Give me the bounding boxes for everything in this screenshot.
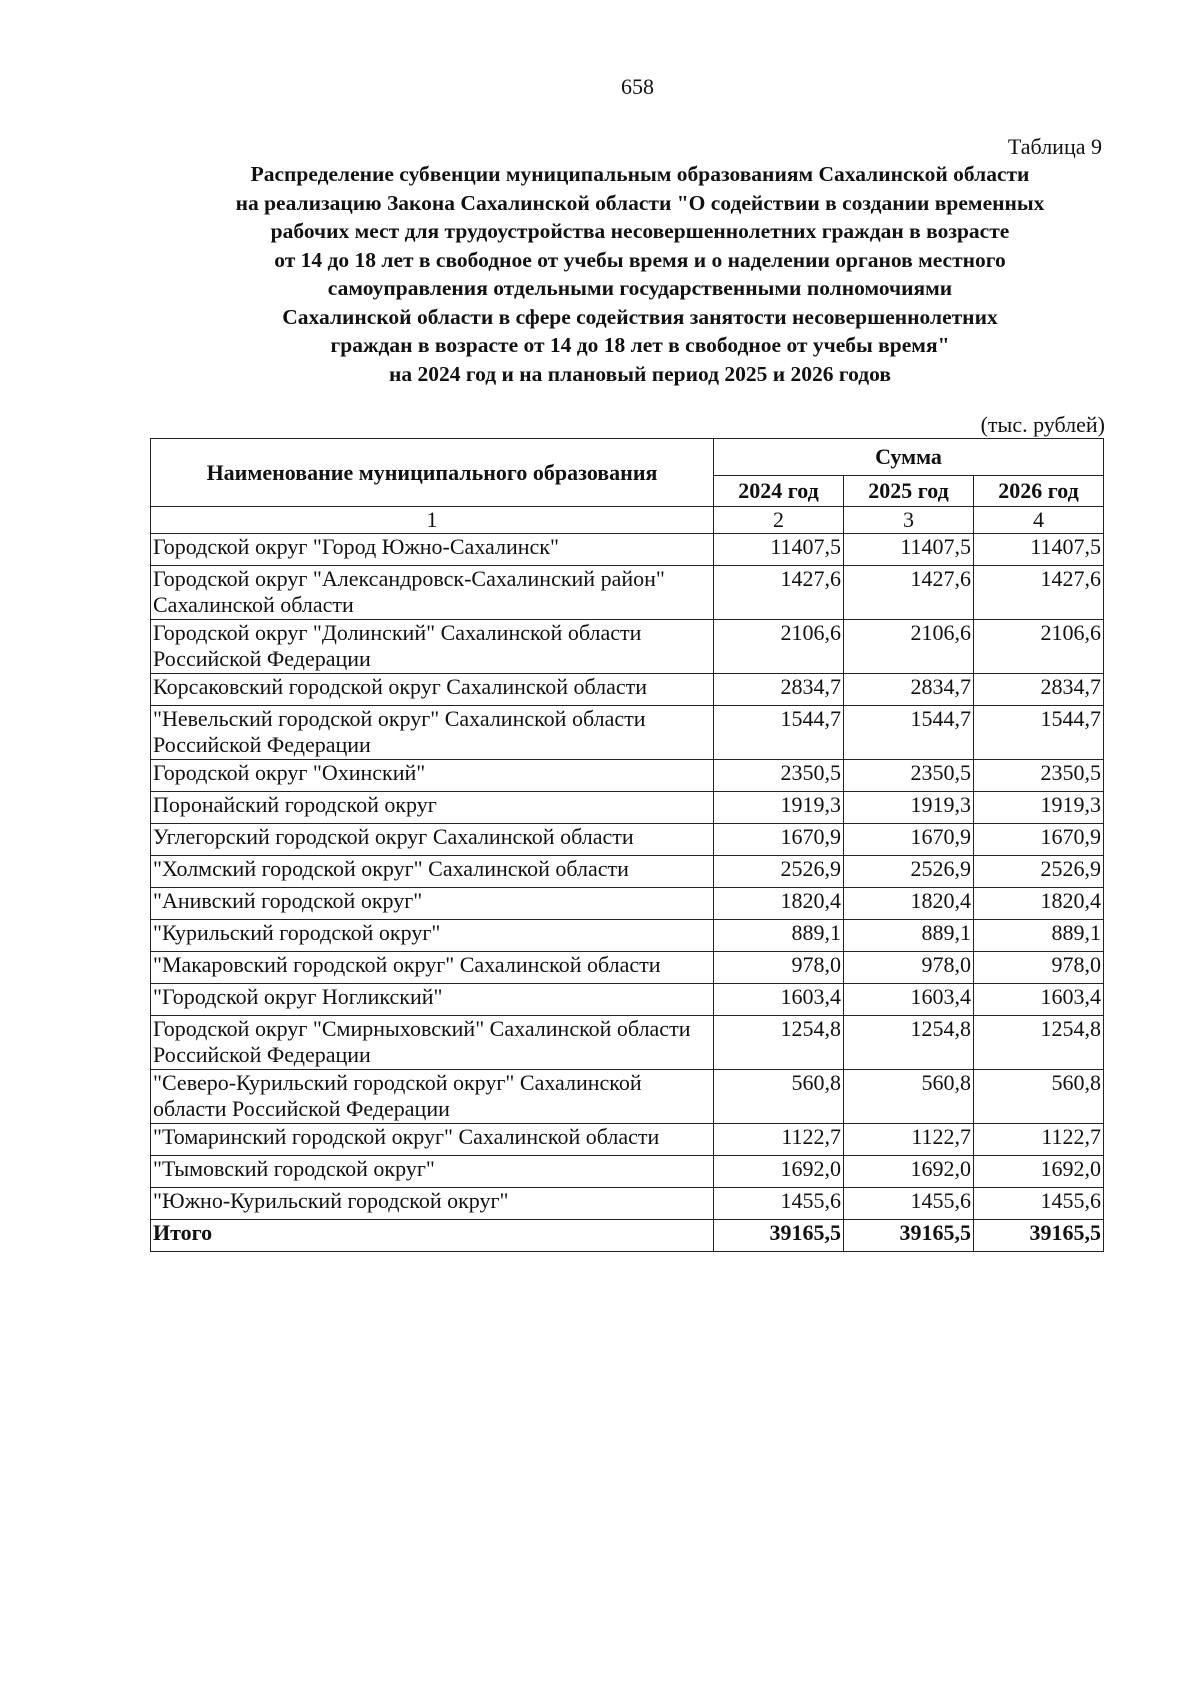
amount-2024: 1122,7 xyxy=(714,1124,844,1156)
header-year-2024: 2024 год xyxy=(714,476,844,507)
amount-2025: 1544,7 xyxy=(844,706,974,760)
municipality-name: Поронайский городской округ xyxy=(151,792,714,824)
amount-2024: 1603,4 xyxy=(714,984,844,1016)
amount-2025: 1919,3 xyxy=(844,792,974,824)
amount-2026: 1427,6 xyxy=(974,566,1104,620)
table-row xyxy=(151,856,1104,888)
municipality-name: "Курильский городской округ" xyxy=(151,920,714,952)
amount-2025: 1692,0 xyxy=(844,1156,974,1188)
amount-2025: 978,0 xyxy=(844,952,974,984)
units-label: (тыс. рублей) xyxy=(980,412,1105,437)
column-number: 4 xyxy=(974,507,1104,534)
amount-2026: 1544,7 xyxy=(974,706,1104,760)
municipality-name: Городской округ "Александровск-Сахалинский район" Сахалинской области xyxy=(151,566,714,620)
title-line: на реализацию Закона Сахалинской области "О содействии в создании временных xyxy=(235,190,1045,215)
total-2026: 39165,5 xyxy=(974,1220,1104,1252)
amount-2024: 2350,5 xyxy=(714,760,844,792)
amount-2025: 1254,8 xyxy=(844,1016,974,1070)
amount-2025: 2526,9 xyxy=(844,856,974,888)
municipality-name: "Южно-Курильский городской округ" xyxy=(151,1188,714,1220)
municipality-name: Городской округ "Смирныховский" Сахалинской области Российской Федерации xyxy=(151,1016,714,1070)
amount-2024: 978,0 xyxy=(714,952,844,984)
table-row xyxy=(151,952,1104,984)
table-body xyxy=(151,534,1104,1252)
title-line: от 14 до 18 лет в свободное от учебы время и о наделении органов местного xyxy=(274,247,1006,272)
header-year-2026: 2026 год xyxy=(974,476,1104,507)
title-line: Сахалинской области в сфере содействия занятости несовершеннолетних xyxy=(282,304,998,329)
amount-2024: 1427,6 xyxy=(714,566,844,620)
municipality-name: "Макаровский городской округ" Сахалинской области xyxy=(151,952,714,984)
table-row xyxy=(151,824,1104,856)
amount-2024: 1544,7 xyxy=(714,706,844,760)
table-row xyxy=(151,1016,1104,1070)
amount-2024: 11407,5 xyxy=(714,534,844,566)
amount-2024: 1919,3 xyxy=(714,792,844,824)
amount-2026: 1254,8 xyxy=(974,1016,1104,1070)
amount-2024: 2834,7 xyxy=(714,674,844,706)
amount-2025: 1820,4 xyxy=(844,888,974,920)
title-line: самоуправления отдельными государственными полномочиями xyxy=(327,276,953,300)
table-row xyxy=(151,1156,1104,1188)
amount-2025: 1427,6 xyxy=(844,566,974,620)
title-line: на 2024 год и на плановый период 2025 и 2026 годов xyxy=(389,361,891,386)
amount-2025: 1670,9 xyxy=(844,824,974,856)
header-year-2025: 2025 год xyxy=(844,476,974,507)
amount-2026: 1603,4 xyxy=(974,984,1104,1016)
table-row xyxy=(151,1188,1104,1220)
column-number: 2 xyxy=(714,507,844,534)
header-sum: Сумма xyxy=(714,439,1104,476)
amount-2026: 2106,6 xyxy=(974,620,1104,674)
amount-2026: 11407,5 xyxy=(974,534,1104,566)
column-number: 1 xyxy=(151,507,714,534)
amount-2024: 2106,6 xyxy=(714,620,844,674)
table-row xyxy=(151,534,1104,566)
municipality-name: "Томаринский городской округ" Сахалинской области xyxy=(151,1124,714,1156)
amount-2026: 1670,9 xyxy=(974,824,1104,856)
table-label: Таблица 9 xyxy=(1007,134,1102,159)
table-row xyxy=(151,620,1104,674)
total-2024: 39165,5 xyxy=(714,1220,844,1252)
municipality-name: Городской округ "Охинский" xyxy=(151,760,714,792)
total-row xyxy=(151,1220,1104,1252)
column-number: 3 xyxy=(844,507,974,534)
municipality-name: Углегорский городской округ Сахалинской области xyxy=(151,824,714,856)
municipality-name: "Анивский городской округ" xyxy=(151,888,714,920)
municipality-name: "Тымовский городской округ" xyxy=(151,1156,714,1188)
table-row xyxy=(151,1070,1104,1124)
total-2025: 39165,5 xyxy=(844,1220,974,1252)
amount-2024: 889,1 xyxy=(714,920,844,952)
municipality-name: "Городской округ Ногликский" xyxy=(151,984,714,1016)
table-row xyxy=(151,566,1104,620)
amount-2025: 1455,6 xyxy=(844,1188,974,1220)
amount-2026: 560,8 xyxy=(974,1070,1104,1124)
table-row xyxy=(151,674,1104,706)
municipality-name: Городской округ "Город Южно-Сахалинск" xyxy=(151,534,714,566)
amount-2025: 889,1 xyxy=(844,920,974,952)
title-line: граждан в возрасте от 14 до 18 лет в свободное от учебы время" xyxy=(330,333,950,357)
page-number: 658 xyxy=(621,74,654,99)
table-row xyxy=(151,984,1104,1016)
municipality-name: "Невельский городской округ" Сахалинской области Российской Федерации xyxy=(151,706,714,760)
amount-2025: 2350,5 xyxy=(844,760,974,792)
table-row xyxy=(151,1124,1104,1156)
title-line: Распределение субвенции муниципальным образованиям Сахалинской области xyxy=(250,162,1030,186)
subvention-table xyxy=(150,438,1104,1252)
amount-2026: 2526,9 xyxy=(974,856,1104,888)
table-row xyxy=(151,920,1104,952)
amount-2026: 1919,3 xyxy=(974,792,1104,824)
amount-2026: 1692,0 xyxy=(974,1156,1104,1188)
municipality-name: Корсаковский городской округ Сахалинской области xyxy=(151,674,714,706)
amount-2024: 560,8 xyxy=(714,1070,844,1124)
amount-2025: 1603,4 xyxy=(844,984,974,1016)
amount-2024: 1455,6 xyxy=(714,1188,844,1220)
amount-2026: 1455,6 xyxy=(974,1188,1104,1220)
table-row xyxy=(151,760,1104,792)
header-name: Наименование муниципального образования xyxy=(151,439,714,507)
municipality-name: "Холмский городской округ" Сахалинской области xyxy=(151,856,714,888)
amount-2025: 1122,7 xyxy=(844,1124,974,1156)
amount-2026: 978,0 xyxy=(974,952,1104,984)
amount-2026: 1122,7 xyxy=(974,1124,1104,1156)
document-title xyxy=(150,160,1130,388)
amount-2025: 11407,5 xyxy=(844,534,974,566)
table-row xyxy=(151,888,1104,920)
amount-2025: 560,8 xyxy=(844,1070,974,1124)
amount-2026: 1820,4 xyxy=(974,888,1104,920)
amount-2024: 1820,4 xyxy=(714,888,844,920)
table-row xyxy=(151,706,1104,760)
amount-2024: 1670,9 xyxy=(714,824,844,856)
amount-2025: 2834,7 xyxy=(844,674,974,706)
amount-2024: 2526,9 xyxy=(714,856,844,888)
amount-2025: 2106,6 xyxy=(844,620,974,674)
municipality-name: "Северо-Курильский городской округ" Сахалинской области Российской Федерации xyxy=(151,1070,714,1124)
table-row xyxy=(151,792,1104,824)
amount-2024: 1254,8 xyxy=(714,1016,844,1070)
amount-2026: 2350,5 xyxy=(974,760,1104,792)
municipality-name: Городской округ "Долинский" Сахалинской области Российской Федерации xyxy=(151,620,714,674)
amount-2026: 2834,7 xyxy=(974,674,1104,706)
amount-2024: 1692,0 xyxy=(714,1156,844,1188)
amount-2026: 889,1 xyxy=(974,920,1104,952)
total-label: Итого xyxy=(151,1220,714,1252)
title-line: рабочих мест для трудоустройства несовершеннолетних граждан в возрасте xyxy=(270,219,1010,243)
